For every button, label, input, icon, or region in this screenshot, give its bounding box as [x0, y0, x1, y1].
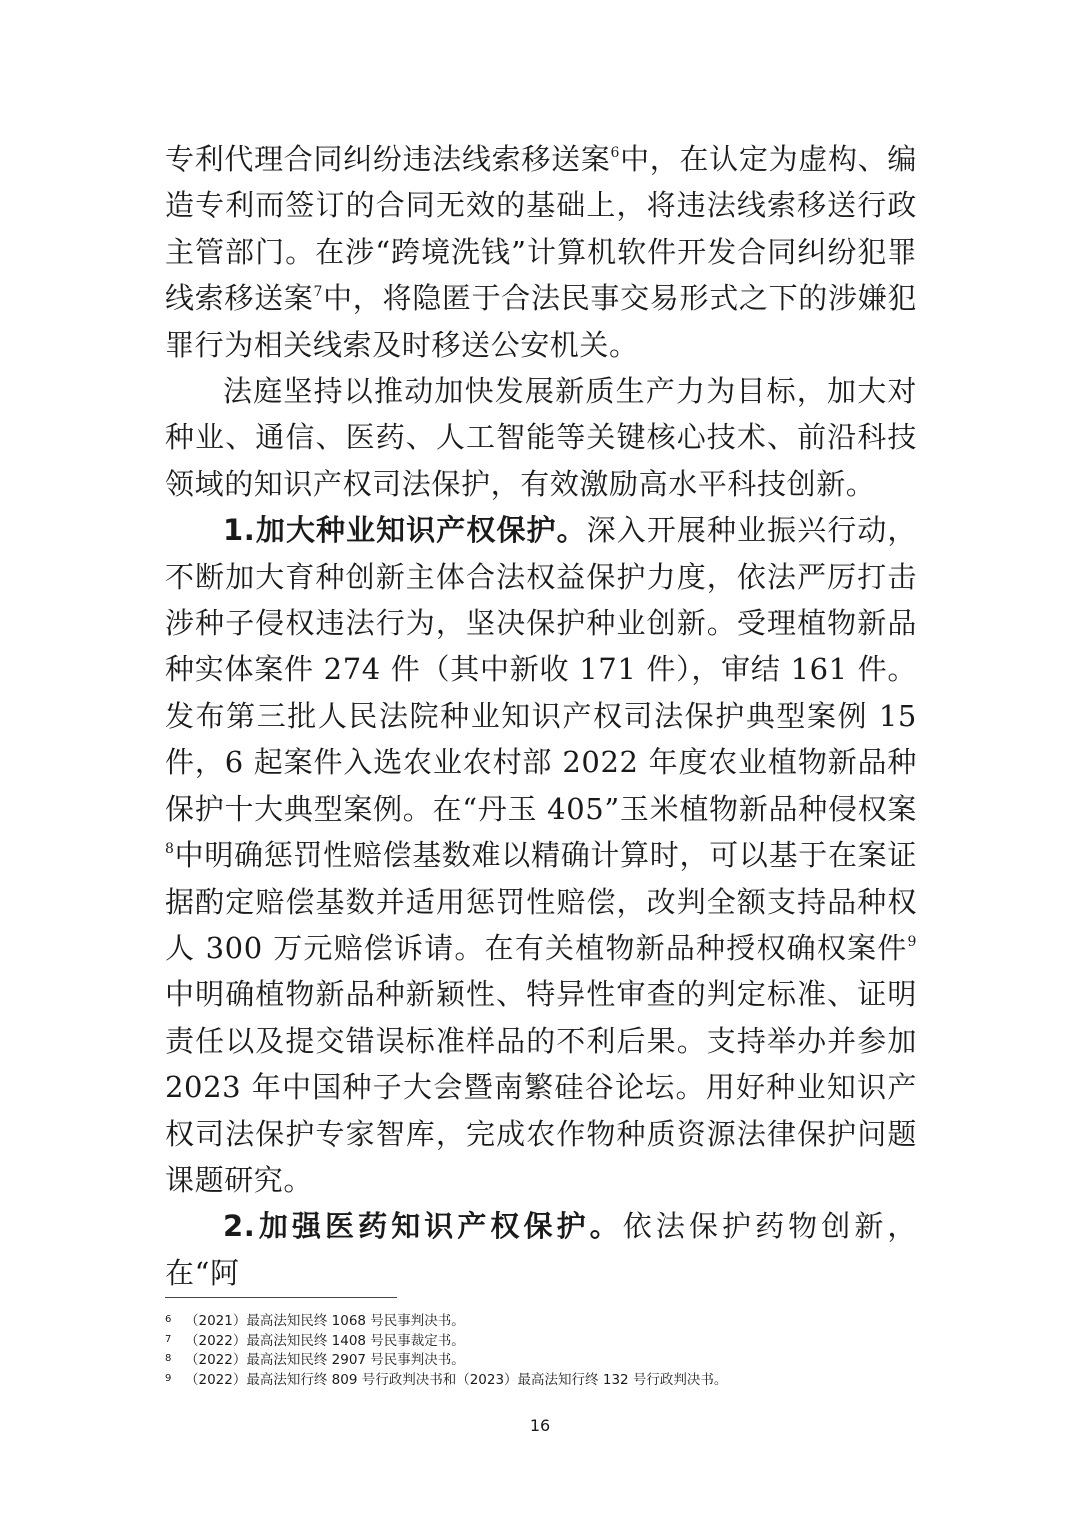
footnote-text: （2022）最高法知行终 809 号行政判决书和（2023）最高法知行终 132 号行政判决书。	[185, 1371, 728, 1388]
footnote-divider	[165, 1297, 397, 1298]
footnote-reference[interactable]: 9	[907, 933, 917, 950]
footnote-reference[interactable]: 7	[313, 284, 324, 301]
footnote-mark: 7	[165, 1333, 172, 1345]
footnotes	[165, 1311, 925, 1389]
paragraph-continued	[165, 136, 917, 368]
footnote-text: （2022）最高法知民终 1408 号民事裁定书。	[185, 1332, 465, 1349]
paragraph-intro: 法庭坚持以推动加快发展新质生产力为目标，加大对种业、通信、医药、人工智能等关键核心技术、前沿科技领域的知识产权司法保护，有效激励高水平科技创新。	[165, 374, 917, 501]
footnote-reference[interactable]: 6	[610, 145, 620, 161]
footnote	[165, 1331, 925, 1351]
footnote-text: （2022）最高法知民终 2907 号民事判决书。	[185, 1352, 465, 1368]
paragraph-text: 中，在认定为虚构、编造专利而签订的合同无效的基础上，将违法线索移送行政主管部门。在涉“跨境洗钱”计算机软件开发合同纠纷犯罪线索移送案	[165, 142, 917, 316]
footnote-text: （2021）最高法知民终 1068 号民事判决书。	[185, 1313, 465, 1329]
footnote	[165, 1350, 925, 1370]
paragraph-medicine	[165, 1203, 917, 1296]
paragraph-lead: 1.加大种业知识产权保护。	[223, 513, 587, 548]
page-number: 16	[529, 1416, 551, 1435]
footnote-mark: 6	[165, 1314, 172, 1325]
footnote	[165, 1311, 925, 1331]
footnote-mark: 9	[165, 1372, 172, 1384]
paragraph-text: 专利代理合同纠纷违法线索移送案	[165, 142, 611, 176]
paragraph-text: 深入开展种业振兴行动，不断加大育种创新主体合法权益保护力度，依法严厉打击涉种子侵权违法行为，坚决保护种业创新。受理植物新品种实体案件 274 件（其中新收 171 件），审结 161 件。发布第三批人民法院种业知识产权司法保护典型案例 15 件，6 起案件入选农业农村部 2022 年度农业植物新品种保护十大典型案例。在“丹玉 405”玉米植物新品种侵权案	[165, 513, 917, 826]
paragraph-text: 中明确惩罚性赔偿基数难以精确计算时，可以基于在案证据酌定赔偿基数并适用惩罚性赔偿，改判全额支持品种权人 300 万元赔偿诉请。在有关植物新品种授权确权案件	[165, 838, 917, 965]
footnote-reference[interactable]: 8	[165, 841, 175, 858]
footnote	[165, 1370, 925, 1390]
paragraph-text: 依法保护药物创新，在“阿	[165, 1209, 918, 1290]
paragraph-text: 中，将隐匿于合法民事交易形式之下的涉嫌犯罪行为相关线索及时移送公安机关。	[165, 281, 917, 362]
paragraph-seed-industry	[165, 507, 917, 1203]
footnote-mark: 8	[165, 1353, 172, 1364]
body-text	[165, 136, 917, 1296]
paragraph-lead: 2.加强医药知识产权保护。	[223, 1209, 623, 1244]
paragraph-text: 中明确植物新品种新颖性、特异性审查的判定标准、证明责任以及提交错误标准样品的不利后果。支持举办并参加 2023 年中国种子大会暨南繁硅谷论坛。用好种业知识产权司法保护专家智库，完成农作物种质资源法律保护问题课题研究。	[165, 977, 917, 1197]
